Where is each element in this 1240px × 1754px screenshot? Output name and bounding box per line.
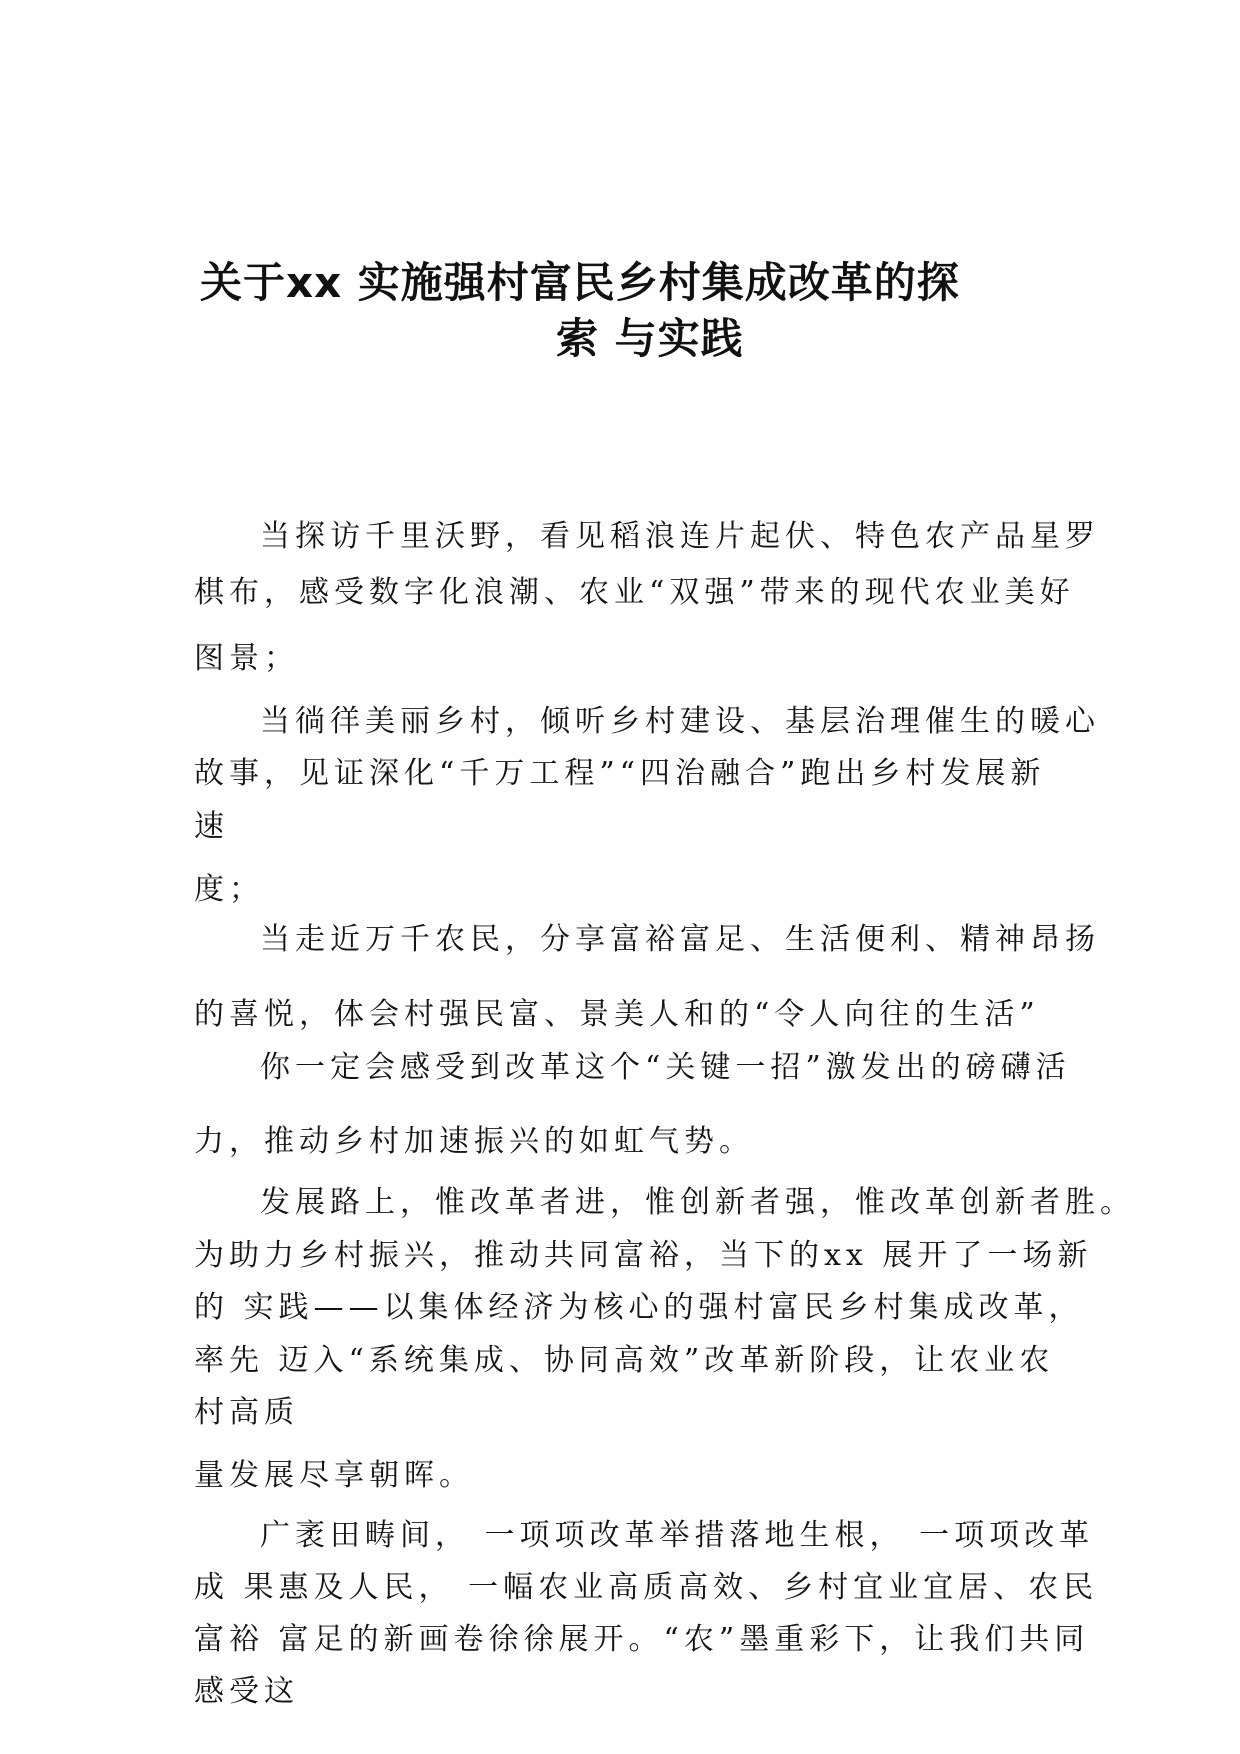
paragraph-line: 的喜悦，体会村强民富、景美人和的“令人向往的生活” [194,997,1040,1032]
paragraph-line: 力，推动乡村加速振兴的如虹气势。 [194,1124,754,1159]
paragraph-line: 当走近万千农民，分享富裕富足、生活便利、精神昂扬 [260,922,1100,957]
paragraph-line: 为助力乡村振兴，推动共同富裕，当下的xx 展开了一场新 [194,1238,1093,1273]
paragraph-line: 图景； [194,641,299,676]
paragraph-line: 富裕 富足的新画卷徐徐展开。“农”墨重彩下，让我们共同 [194,1622,1090,1657]
paragraph-line: 成 果惠及人民， 一幅农业高质高效、乡村宜业宜居、农民 [194,1570,1099,1605]
paragraph-line: 当徜徉美丽乡村，倾听乡村建设、基层治理催生的暖心 [260,704,1100,739]
document-title-line-2: 索 与实践 [556,314,744,363]
paragraph-line: 度； [194,872,264,907]
paragraph-line: 广袤田畴间， 一项项改革举措落地生根， 一项项改革 [260,1518,1095,1553]
document-title-line-1: 关于xx 实施强村富民乡村集成改革的探 [200,258,960,307]
paragraph-line: 发展路上，惟改革者进，惟创新者强，惟改革创新者胜。 [260,1185,1135,1220]
paragraph-line: 速 [194,809,229,844]
paragraph-line: 当探访千里沃野，看见稻浪连片起伏、特色农产品星罗 [260,519,1100,554]
paragraph-line: 棋布，感受数字化浪潮、农业“双强”带来的现代农业美好 [194,575,1075,610]
paragraph-line: 你一定会感受到改革这个“关键一招”激发出的磅礴活 [260,1050,1071,1085]
paragraph-line: 的 实践——以集体经济为核心的强村富民乡村集成改革， [194,1290,1084,1325]
paragraph-line: 率先 迈入“系统集成、协同高效”改革新阶段，让农业农 [194,1343,1055,1378]
paragraph-line: 量发展尽享朝晖。 [194,1458,474,1493]
paragraph-line: 故事，见证深化“千万工程”“四治融合”跑出乡村发展新 [194,756,1046,791]
paragraph-line: 村高质 [194,1395,299,1430]
paragraph-line: 感受这 [194,1674,299,1709]
